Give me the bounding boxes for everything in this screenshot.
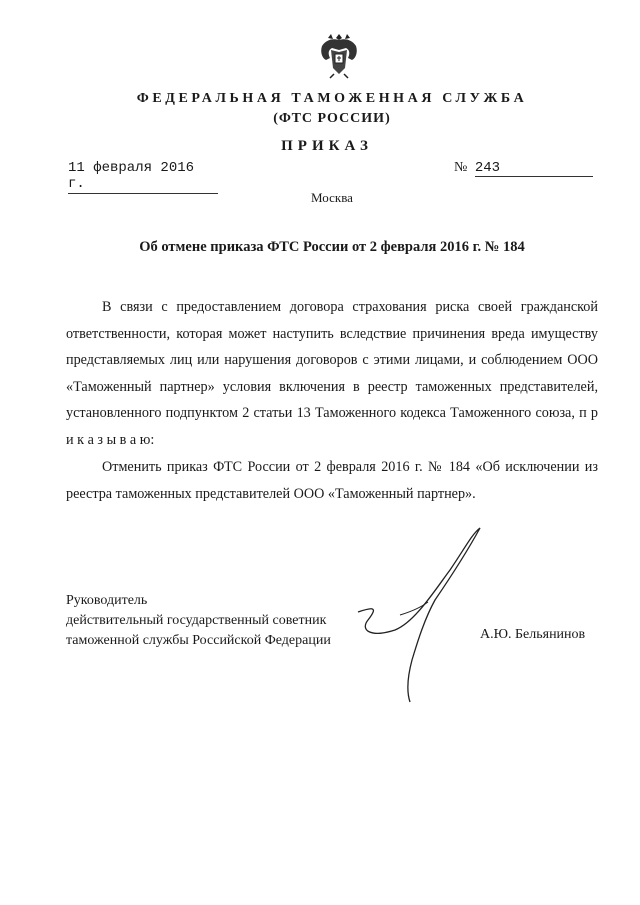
document-date: 11 февраля 2016 г. <box>68 160 218 194</box>
handwritten-signature <box>340 520 500 705</box>
signatory-line-3: таможенной службы Российской Федерации <box>66 633 331 648</box>
number-value: 243 <box>475 160 593 177</box>
body-paragraph-1: В связи с предоставлением договора страхования риска своей гражданской ответственности, которая может наступить вследствие причинения вреда имуществу представляемых лиц или нарушения договоров с этими лицами, и соблюдением ООО «Таможенный партнер» условия включения в реестр таможенных представителей, установленного подпунктом 2 статьи 13 Таможенного кодекса Таможенного союза, п р и к а з ы в а ю: <box>66 299 598 448</box>
coat-of-arms-icon <box>316 30 362 80</box>
signatory-line-1: Руководитель <box>66 593 148 608</box>
document-type: ПРИКАЗ <box>281 138 373 154</box>
document-number <box>454 160 599 177</box>
city: Москва <box>311 190 353 205</box>
agency-name: ФЕДЕРАЛЬНАЯ ТАМОЖЕННАЯ СЛУЖБА <box>136 91 528 106</box>
document-title: Об отмене приказа ФТС России от 2 февраля 2016 г. № 184 <box>139 239 525 255</box>
body-paragraph-2: Отменить приказ ФТС России от 2 февраля 2016 г. № 184 «Об исключении из реестра таможенных представителей ООО «Таможенный партнер». <box>66 459 598 502</box>
agency-abbreviation: (ФТС РОССИИ) <box>273 111 391 126</box>
signatory-name: А.Ю. Бельянинов <box>480 627 586 642</box>
number-label: № <box>454 160 468 175</box>
signatory-line-2: действительный государственный советник <box>66 613 327 628</box>
signatory-position <box>66 591 331 651</box>
